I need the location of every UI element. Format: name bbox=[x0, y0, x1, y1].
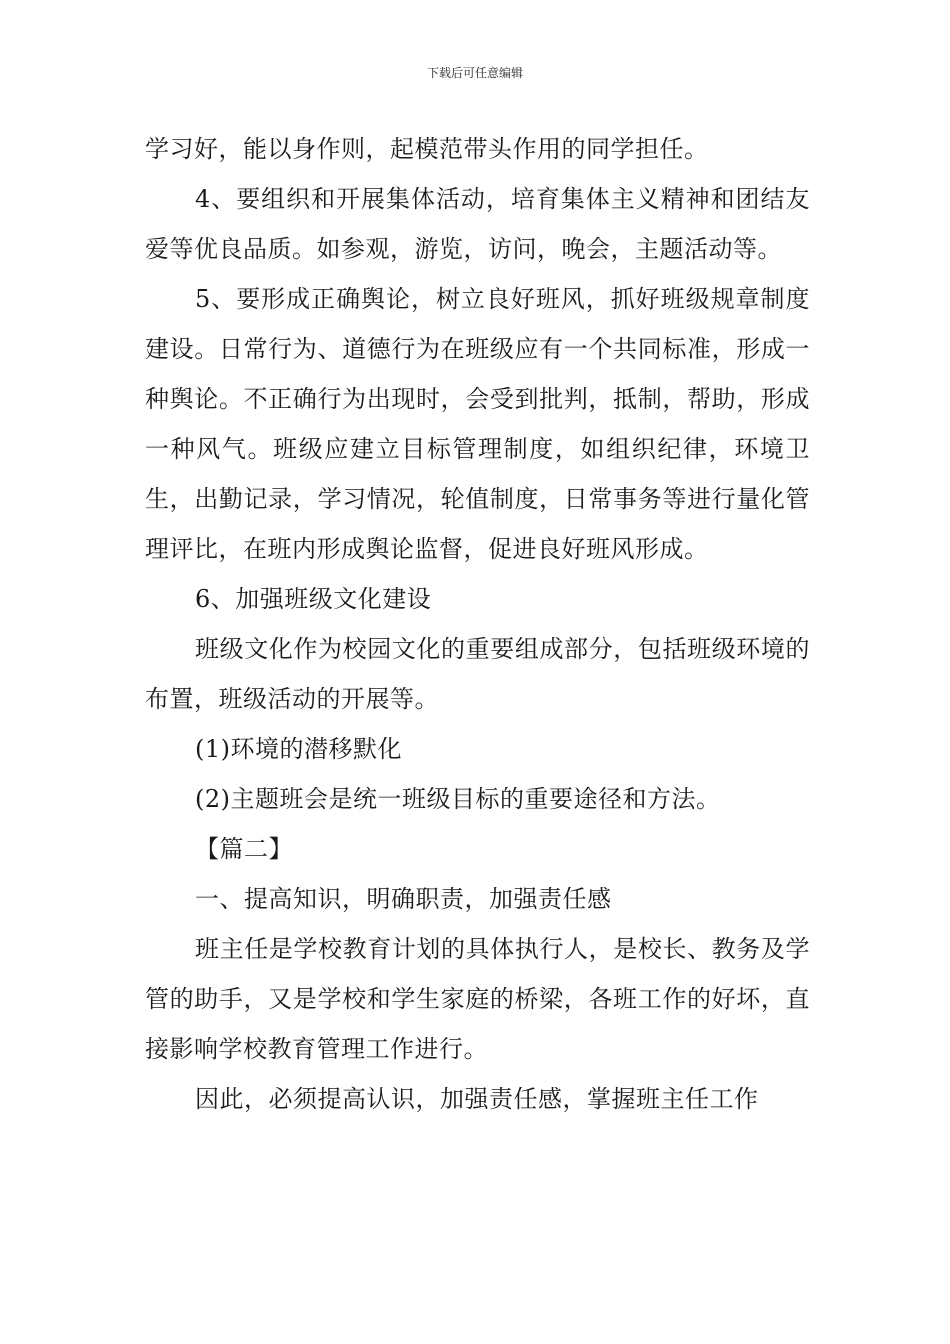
paragraph: 班主任是学校教育计划的具体执行人，是校长、教务及学管的助手，又是学校和学生家庭的桥梁，各班工作的好坏，直接影响学校教育管理工作进行。 bbox=[145, 935, 810, 1063]
paragraph: 因此，必须提高认识，加强责任感，掌握班主任工作 bbox=[195, 1085, 759, 1113]
paragraph: 学习好，能以身作则，起模范带头作用的同学担任。 bbox=[145, 135, 709, 163]
section-heading: 6、加强班级文化建设 bbox=[195, 585, 432, 613]
list-item: (1)环境的潜移默化 bbox=[195, 735, 402, 763]
paragraph: 5、要形成正确舆论，树立良好班风，抓好班级规章制度建设。日常行为、道德行为在班级应有一个共同标准，形成一种舆论。不正确行为出现时，会受到批判，抵制，帮助，形成一种风气。班级应建立目标管理制度，如组织纪律，环境卫生，出勤记录，学习情况，轮值制度，日常事务等进行量化管理评比，在班内形成舆论监督，促进良好班风形成。 bbox=[145, 285, 810, 563]
page-header: 下载后可任意编辑 bbox=[426, 66, 523, 80]
paragraph: 班级文化作为校园文化的重要组成部分，包括班级环境的布置，班级活动的开展等。 bbox=[145, 635, 810, 713]
document-body bbox=[145, 124, 810, 1124]
chapter-heading: 【篇二】 bbox=[195, 835, 293, 863]
list-item: (2)主题班会是统一班级目标的重要途径和方法。 bbox=[195, 785, 721, 813]
section-heading: 一、提高知识，明确职责，加强责任感 bbox=[195, 885, 612, 913]
paragraph: 4、要组织和开展集体活动，培育集体主义精神和团结友爱等优良品质。如参观，游览，访问，晚会，主题活动等。 bbox=[145, 185, 810, 263]
